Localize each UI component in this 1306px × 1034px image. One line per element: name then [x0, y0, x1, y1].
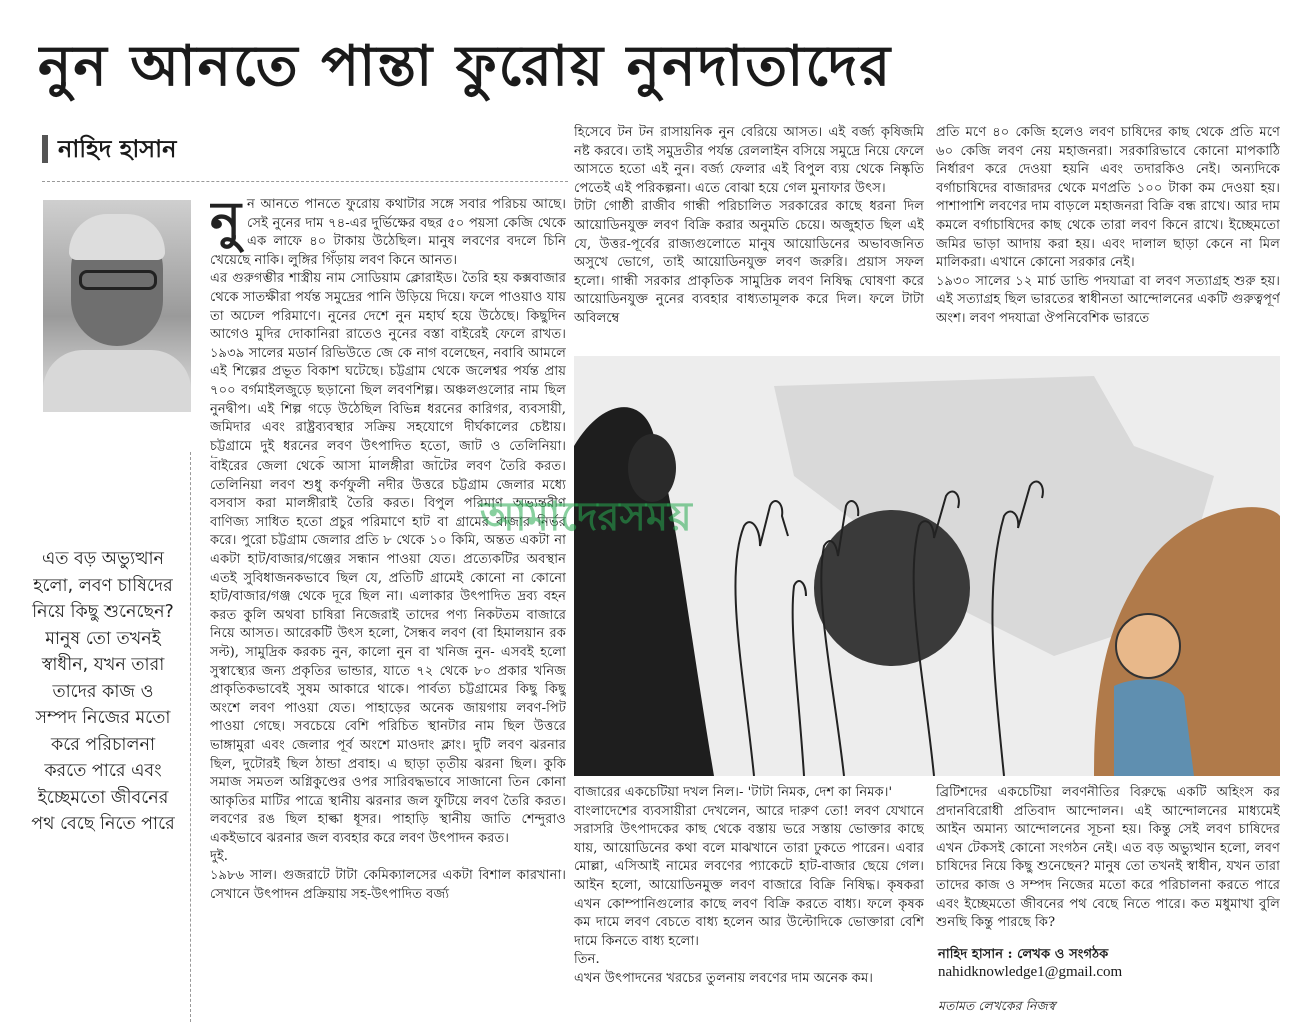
author-photo: [43, 200, 191, 412]
paragraph: বাজারের একচেটিয়া দখল নিল।- 'টাটা নিমক, দেশ কা নিমক।': [574, 785, 893, 800]
paragraph: ন আনতে পানতে ফুরোয় কথাটার সঙ্গে সবার পরিচয় আছে। সেই নুনের দাম ৭৪-এর দুর্ভিক্ষের বছর ৫০ পয়সা কেজি থেকে এক লাফে ৪০ টাকায় উঠেছিল। মানুষ লবণের বদলে চিনি খেয়েছে নাকি। লুঙ্গির গিঁড়ায় লবণ কিনে আনত।: [210, 197, 566, 268]
signature-email[interactable]: nahidknowledge1@gmail.com: [938, 964, 1123, 980]
illustration: [574, 356, 1280, 776]
signature-name: নাহিদ হাসান : লেখক ও সংগঠক: [938, 947, 1109, 962]
author-name: নাহিদ হাসান: [58, 135, 177, 163]
paragraph: তিন.: [574, 952, 600, 968]
child-face: [1116, 614, 1180, 678]
paragraph: ১৯৮৬ সাল। গুজরাটে টাটা কেমিক্যালসের একটা বিশাল কারখানা। সেখানে উৎপাদন প্রক্রিয়ায় সহ-উৎপাদিত বর্জ্য: [210, 868, 566, 902]
column-2-bottom: [574, 784, 924, 1026]
watermark: আমাদেরসময়: [480, 494, 692, 540]
column-3-top: [936, 124, 1280, 354]
photo-glasses: [79, 270, 157, 290]
dark-sun: [814, 510, 970, 666]
paragraph: টাটা গোষ্ঠী রাজীব গান্ধী পরিচালিত সরকারের কাছে ধরনা দিল আয়োডিনযুক্ত লবণ বিক্রি করার অনুমতি চেয়ে। অজুহাত ছিল এই যে, উত্তর-পূর্বের রাজ্যগুলোতে মানুষ আয়োডিনের অভাবজনিত অসুখে ভোগে, তাই আয়োডিনযুক্ত লবণ জরুরি। প্রয়াস সফল হলো। গান্ধী সরকার প্রাকৃতিক সামুদ্রিক লবণ নিষিদ্ধ ঘোষণা করে আয়োডিনযুক্ত নুনের ব্যবহার বাধ্যতামূলক করে দিল। ফলে টাটা অবিলম্বে: [574, 199, 924, 326]
paragraph: দুই.: [210, 849, 228, 865]
drop-cap: নু: [210, 196, 242, 251]
paragraph: হিসেবে টন টন রাসায়নিক নুন বেরিয়ে আসত। এই বর্জ্য কৃষিজমি নষ্ট করবে। তাই সমুদ্রতীর পর্যন্ত রেললাইন বসিয়ে সমুদ্রে নিয়ে ফেলে আসতে হতো এই নুন। বর্জ্য ফেলার এই বিপুল ব্যয় থেকে নিষ্কৃতি পেতেই এই পরিকল্পনা। এতে বোঝা হয়ে গেল মুনাফার উৎস।: [574, 125, 924, 196]
divider: [42, 181, 568, 182]
paragraph: প্রতি মণে ৪০ কেজি হলেও লবণ চাষিদের কাছ থেকে প্রতি মণে ৬০ কেজি লবণ নেয় মহাজনরা। সরকারিভাবে কোনো মাপকাঠি নির্ধারণ করে দেওয়া হয়নি এবং তদারকিও নেই। অন্যদিকে বর্গাচাষিদের বাজারদর থেকে মণপ্রতি ১০০ টাকা কম দেওয়া হয়। পাশাপাশি লবণের দাম বাড়লে মহাজনরা বিক্রি বন্ধ রাখে। আর দাম কমলে বর্গাচাষিদের কাছ থেকে তারা লবণ কিনে রাখে। ইচ্ছেমতো জমির ভাড়া আদায় করা হয়। এবং দালাল ছাড়া কেনে না মিল মালিকরা। এখানে কোনো সরকার নেই।: [936, 125, 1280, 271]
disclaimer: মতামত লেখকের নিজস্ব: [938, 998, 1056, 1013]
paragraph: বাংলাদেশের ব্যবসায়ীরা দেখলেন, আরে দারুণ তো! লবণ যেখানে সরাসরি উৎপাদকের কাছ থেকে বস্তায় ভরে সস্তায় ভোক্তার কাছে যায়, আয়োডিনের কথা বলে মাঝখানে তারা ঢুকতে পারেন। এবার মোল্লা, এসিআই নামের লবণের প্যাকেটে হাট-বাজার ছেয়ে গেল। আইন হলো, আয়োডিনমুক্ত লবণ বাজারে বিক্রি নিষিদ্ধ। কৃষকরা এখন কোম্পানিগুলোর কাছে লবণ বিক্রি করতে বাধ্য। ফলে কৃষক কম দামে লবণ বেচতে বাধ্য হলেন আর উল্টোদিকে ভোক্তারা বেশি দামে কিনতে বাধ্য হলো।: [574, 803, 924, 949]
paragraph: এখন উৎপাদনের খরচের তুলনায় লবণের দাম অনেক কম।: [574, 970, 873, 986]
column-3-bottom: [936, 784, 1280, 934]
pull-quote: এত বড় অভ্যুত্থান হলো, লবণ চাষিদের নিয়ে কিছু শুনেছেন? মানুষ তো তখনই স্বাধীন, যখন তারা তাদের কাজ ও সম্পদ নিজের মতো করে পরিচালনা করতে পারে এবং ইচ্ছেমতো জীবনের পথ বেছে নিতে পারে: [31, 549, 175, 834]
paragraph: এর গুরুগম্ভীর শাস্ত্রীয় নাম সোডিয়াম ক্লোরাইড। তৈরি হয় কক্সবাজার থেকে সাতক্ষীরা পর্যন্ত সমুদ্রের পানি উড়িয়ে দিয়ে। ফলে পাওয়াও যায় তা অঢেল পরিমাণে। নুনের দেশে নুন মহার্ঘ হয়ে উঠেছে। কিছুদিন আগেও মুদির দোকানিরা রাতেও নুনের বস্তা বাইরেই ফেলে রাখত। ১৯৩৯ সালের মডার্ন রিভিউতে জে কে নাগ বলেছেন, নবাবি আমলে এই শিল্পের প্রভূত বিকাশ ঘটেছে। চট্টগ্রাম থেকে জলেশ্বর পর্যন্ত প্রায় ৭০০ বর্গমাইলজুড়ে ছড়ানো ছিল লবণশিল্প। অঞ্চলগুলোর নাম ছিল নুনদ্বীপ। এই শিল্প গড়ে উঠেছিল বিভিন্ন ধরনের কারিগর, ব্যবসায়ী, জমিদার এবং রাষ্ট্রব্যবস্থার সক্রিয় সহযোগে দীর্ঘকালের চেষ্টায়। চট্টগ্রামে দুই ধরনের লবণ উৎপাদিত হতো, জাট ও তেলিনিয়া।: [210, 271, 566, 454]
paragraph: ১৯৩০ সালের ১২ মার্চ ডান্ডি পদযাত্রা বা লবণ সত্যাগ্রহ শুরু হয়। এই সত্যাগ্রহ ছিল ভারতের স্বাধীনতা আন্দোলনের একটি গুরুত্বপূর্ণ অংশ। লবণ পদযাত্রা ঔপনিবেশিক ভারতে: [936, 273, 1280, 326]
headline: নুন আনতে পান্তা ফুরোয় নুনদাতাদের: [38, 34, 893, 99]
paragraph: ব্রিটিশদের একচেটিয়া লবণনীতির বিরুদ্ধে একটি অহিংস কর প্রদানবিরোধী প্রতিবাদ আন্দোলন। এই আন্দোলনের মাধ্যমেই আইন অমান্য আন্দোলনের সূচনা হয়। কিন্তু সেই লবণ চাষিদের এখন টেকসই কোনো সংগঠন নেই। এত বড় অভ্যুত্থান হলো, লবণ চাষিদের নিয়ে কিছু শুনেছেন? মানুষ তো তখনই স্বাধীন, যখন তারা তাদের কাজ ও সম্পদ নিজের মতো করে পরিচালনা করতে পারে এবং ইচ্ছেমতো জীবনের পথ বেছে নিতে পারে। কত মধুমাখা বুলি শুনছি কিন্তু পারছে কি?: [936, 785, 1280, 931]
paragraph: বাইরের জেলা থেকে আসা মালঙ্গীরা জাটের লবণ তৈরি করত। তেলিনিয়া লবণ শুধু কর্ণফুলী নদীর উত্তরে চট্টগ্রাম জেলার মধ্যে বসবাস করা মালঙ্গীরাই তৈরি করত। বিপুল পরিমাণ অভ্যন্তরীণ বাণিজ্য সাধিত হতো প্রচুর পরিমাণে হাট বা গ্রামের বাজার নির্ভর করে। পুরো চট্টগ্রাম জেলার প্রতি ৮ থেকে ১০ কিমি, অন্তত একটা না একটা হাট/বাজার/গঞ্জের সন্ধান পাওয়া যেত। প্রত্যেকটির অবস্থান এতই সুবিধাজনকভাবে ছিল যে, প্রতিটি গ্রামেই কোনো না কোনো হাট/বাজার/গঞ্জ থেকে দূরে ছিল না। এলাকার উৎপাদিত দ্রব্য বহন করত কুলি অথবা চাষিরা নিজেরাই তাদের পণ্য নিকটতম বাজারে নিয়ে আসত। আরেকটি উৎস হলো, সৈন্ধব লবণ (বা হিমালয়ান রক সল্ট), সামুদ্রিক করকচ নুন, কালো নুন বা খনিজ নুন- এসবই হলো সুস্বাস্থ্যের জন্য প্রকৃতির ভান্ডার, যাতে ৭২ থেকে ৮০ প্রকার খনিজ প্রাকৃতিকভাবেই সুষম আকারে থাকে। পার্বত্য চট্টগ্রামের কিছু কিছু অংশে লবণ পাওয়া যেত। পাহাড়ের অনেক জায়গায় লবণ-পিট পাওয়া গেছে। সবচেয়ে বেশি পরিচিত স্থানটার নাম ছিল উত্তরে ভাঙ্গামুরা এবং জেলার পূর্ব অংশে মাওদাং ক্লাং। দুটি লবণ ঝরনার ছিল, দুটোরই ছিল ঠান্ডা প্রবাহ। এ ছাড়া তৃতীয় ঝরনা ছিল। কুকি সমাজ সমতল অগ্নিকুণ্ডের ওপর সারিবদ্ধভাবে সাজানো তিন কোনা আকৃতির মাটির পাত্রে স্থানীয় ঝরনার জল ফুটিয়ে লবণ তৈরি করত। লবণের রঙ ছিল হাল্কা ধূসর। পাহাড়ি স্থানীয় জাতি শেন্দুরাও একইভাবে ঝরনার জল ব্যবহার করে লবণ উৎপাদন করত।: [210, 459, 566, 846]
column-1-top: [210, 196, 566, 458]
column-divider: [190, 452, 191, 1022]
child-shirt: [1114, 679, 1194, 776]
column-2-top: [574, 124, 924, 354]
photo-hair: [69, 214, 165, 260]
photo-shirt: [43, 350, 191, 412]
illustration-art: [574, 356, 1280, 776]
author-bar: [42, 135, 48, 163]
